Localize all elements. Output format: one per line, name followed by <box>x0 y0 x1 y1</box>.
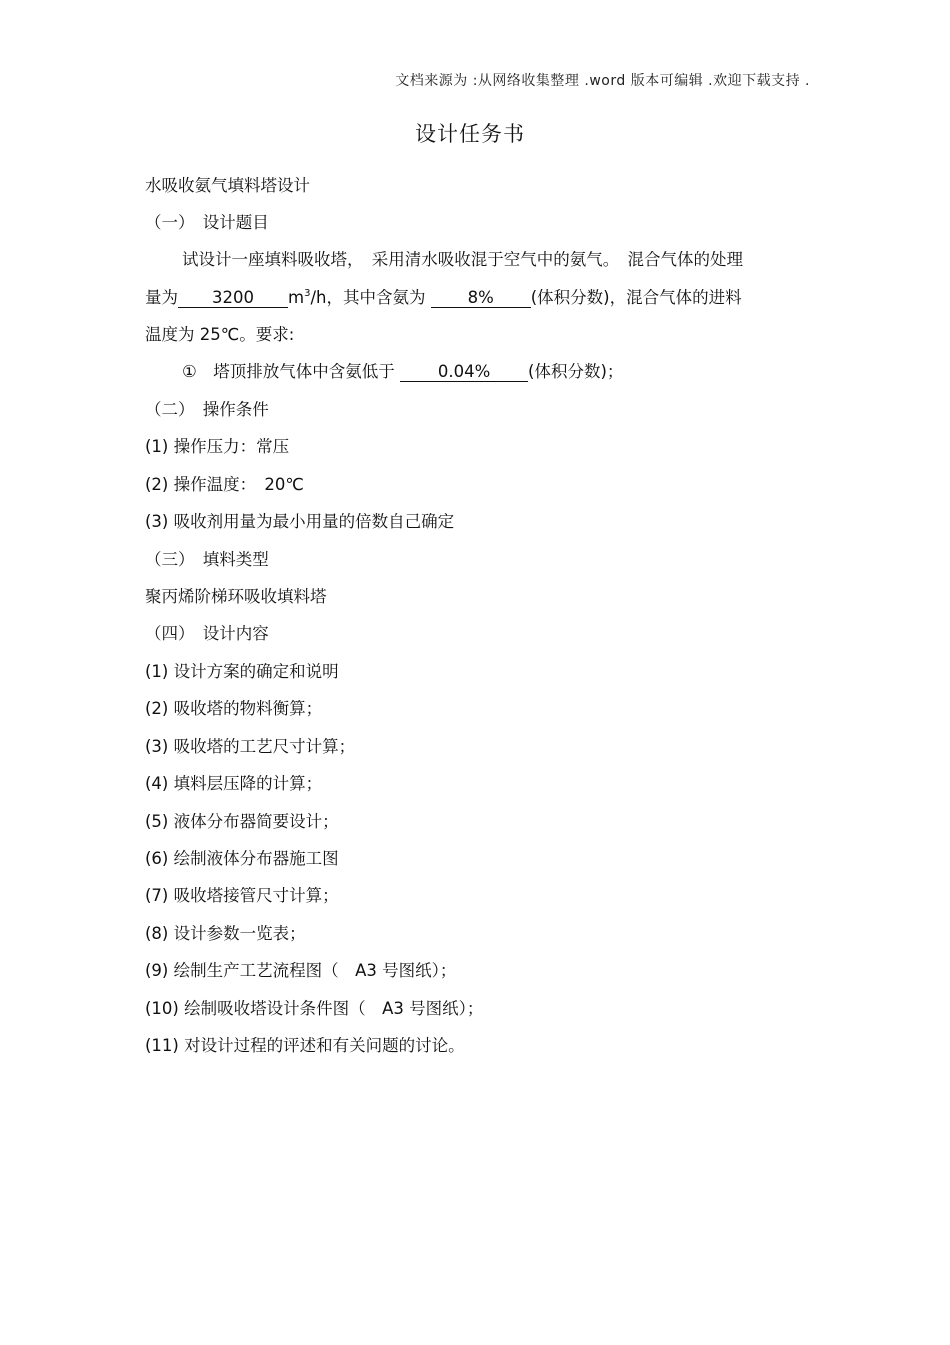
paragraph-line-3: 温度为 25℃。要求: <box>145 325 295 344</box>
design-item: (5) 液体分布器简要设计； <box>145 812 339 831</box>
design-item: (10) 绘制吸收塔设计条件图（ A3 号图纸）； <box>145 999 484 1018</box>
unit-text: m <box>288 288 305 307</box>
design-item: (8) 设计参数一览表； <box>145 924 306 943</box>
gas-flow-value: 3200 <box>178 289 288 308</box>
ammonia-limit-value: 0.04% <box>400 363 528 382</box>
paragraph-line-1: 试设计一座填料吸收塔， 采用清水吸收混于空气中的氨气。 混合气体的处理 <box>182 250 743 269</box>
design-item: (7) 吸收塔接管尺寸计算； <box>145 886 339 905</box>
ammonia-fraction-value: 8% <box>431 289 531 308</box>
header-note: 文档来源为 :从网络收集整理 .word 版本可编辑 .欢迎下载支持 . <box>395 73 810 89</box>
section-heading-1: （一） 设计题目 <box>145 213 269 232</box>
operating-condition-1: (1) 操作压力：常压 <box>145 437 290 456</box>
design-item: (11) 对设计过程的评述和有关问题的讨论。 <box>145 1036 465 1055</box>
design-item: (2) 吸收塔的物料衡算； <box>145 699 323 718</box>
operating-condition-2: (2) 操作温度： 20℃ <box>145 475 304 494</box>
operating-condition-3: (3) 吸收剂用量为最小用量的倍数自己确定 <box>145 512 455 531</box>
design-item: (1) 设计方案的确定和说明 <box>145 662 339 681</box>
design-item: (9) 绘制生产工艺流程图（ A3 号图纸）； <box>145 961 457 980</box>
packing-type: 聚丙烯阶梯环吸收填料塔 <box>145 587 327 606</box>
design-item: (4) 填料层压降的计算； <box>145 774 323 793</box>
section-heading-2: （二） 操作条件 <box>145 400 269 419</box>
section-heading-3: （三） 填料类型 <box>145 550 269 569</box>
paragraph-text: (体积分数)，混合气体的进料 <box>530 288 742 307</box>
design-item: (3) 吸收塔的工艺尺寸计算； <box>145 737 356 756</box>
subtitle: 水吸收氨气填料塔设计 <box>145 176 310 195</box>
paragraph-text: 量为 <box>145 288 178 307</box>
paragraph-text: /h，其中含氨为 <box>310 288 426 307</box>
page-title: 设计任务书 <box>415 122 525 146</box>
paragraph-line-2 <box>145 286 742 310</box>
requirement-text: (体积分数)； <box>528 362 624 381</box>
design-item: (6) 绘制液体分布器施工图 <box>145 849 339 868</box>
requirement-text: ① 塔顶排放气体中含氨低于 <box>182 362 395 381</box>
requirement-1 <box>182 360 623 384</box>
section-heading-4: （四） 设计内容 <box>145 624 269 643</box>
unit-superscript: 3 <box>304 288 311 299</box>
